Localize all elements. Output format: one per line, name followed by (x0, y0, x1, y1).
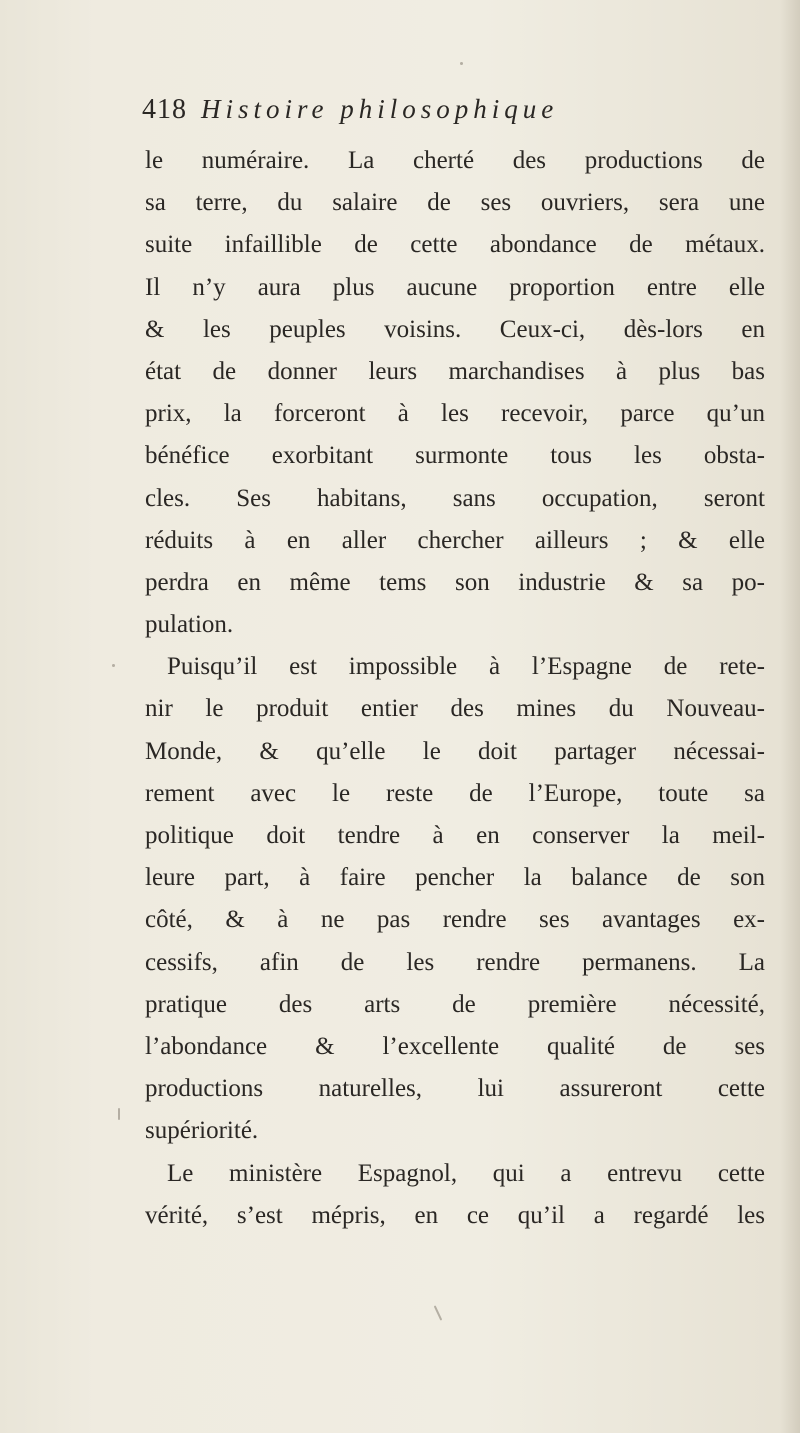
text-line: Il n’y aura plus aucune proportion entre elle (145, 273, 765, 301)
text-line: pulation. (145, 611, 234, 639)
text-line: sa terre, du salaire de ses ouvriers, sera une (145, 189, 765, 217)
paper-speck (112, 664, 115, 667)
text-line: cessifs, afin de les rendre permanens. La (145, 948, 765, 976)
paper-speck (460, 62, 463, 65)
page-edge-shadow (780, 0, 800, 1433)
text-line: Puisqu’il est impossible à l’Espagne de rete- (167, 653, 765, 681)
text-line: vérité, s’est mépris, en ce qu’il a regardé les (145, 1201, 765, 1229)
paper-speck (434, 1305, 443, 1320)
running-head (142, 94, 762, 138)
text-line: prix, la forceront à les recevoir, parce qu’un (145, 400, 765, 428)
text-line: cles. Ses habitans, sans occupation, seront (145, 484, 765, 512)
body-text (145, 140, 765, 1237)
text-line: Monde, & qu’elle le doit partager nécessai- (145, 737, 765, 765)
page-number: 418 (142, 94, 187, 125)
text-line: leure part, à faire pencher la balance de son (145, 864, 765, 892)
text-line: Le ministère Espagnol, qui a entrevu cette (167, 1159, 765, 1187)
text-line: côté, & à ne pas rendre ses avantages ex- (145, 906, 765, 934)
text-line: perdra en même tems son industrie & sa po- (145, 568, 765, 596)
text-line: productions naturelles, lui assureront cette (145, 1075, 765, 1103)
text-line: rement avec le reste de l’Europe, toute sa (145, 779, 765, 807)
text-line: le numéraire. La cherté des productions de (145, 147, 765, 174)
text-line: suite infaillible de cette abondance de métaux. (145, 231, 765, 259)
text-line: état de donner leurs marchandises à plus bas (145, 357, 765, 385)
running-title: Histoire philosophique (201, 94, 559, 124)
text-line: bénéfice exorbitant surmonte tous les obsta- (145, 442, 765, 470)
text-line: nir le produit entier des mines du Nouveau- (145, 695, 765, 723)
text-line: politique doit tendre à en conserver la meil- (145, 822, 765, 849)
text-line: & les peuples voisins. Ceux-ci, dès-lors en (145, 315, 765, 343)
text-line: pratique des arts de première nécessité, (145, 990, 765, 1018)
text-line: l’abondance & l’excellente qualité de ses (145, 1032, 765, 1060)
text-line: réduits à en aller chercher ailleurs ; & elle (145, 526, 765, 554)
paper-speck (118, 1108, 120, 1120)
text-line: supériorité. (145, 1117, 259, 1145)
